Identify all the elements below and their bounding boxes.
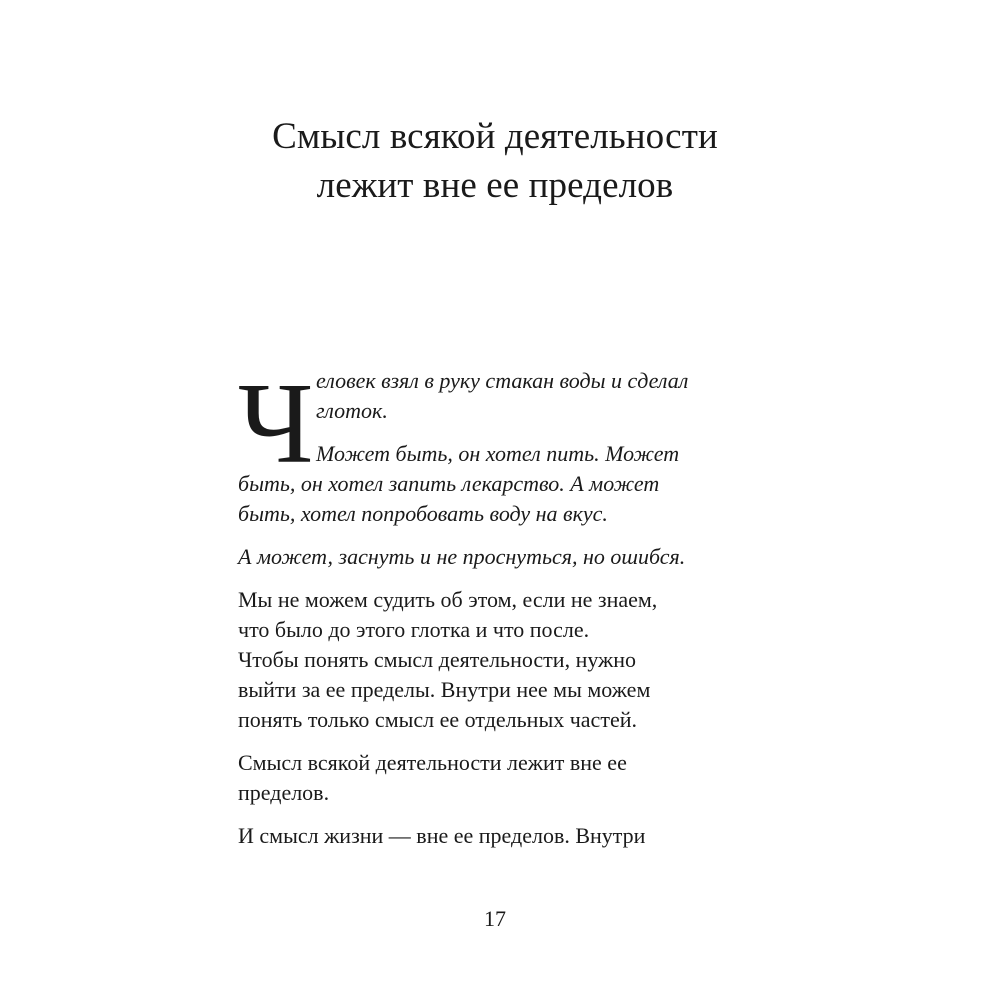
- chapter-title-line: Смысл всякой деятельности: [272, 116, 718, 157]
- text-line: Чтобы понять смысл деятельности, нужно: [238, 647, 637, 672]
- text-line: быть, он хотел запить лекарство. А может: [238, 471, 660, 496]
- page-number: 17: [484, 906, 506, 931]
- paragraph: [238, 585, 778, 735]
- text-line: Мы не можем судить об этом, если не знаем,: [238, 587, 658, 612]
- text-line: что было до этого глотка и что после.: [238, 617, 590, 642]
- text-line: глоток.: [316, 398, 388, 423]
- chapter-body: [238, 360, 778, 851]
- drop-cap: Ч: [238, 360, 312, 488]
- text-line: понять только смысл ее отдельных частей.: [238, 707, 637, 732]
- text-line: выйти за ее пределы. Внутри нее мы можем: [238, 677, 651, 702]
- chapter-title-line: лежит вне ее пределов: [316, 165, 674, 206]
- text-line: пределов.: [238, 780, 330, 805]
- text-line: еловек взял в руку стакан воды и сделал: [316, 368, 689, 393]
- text-line: быть, хотел попробовать воду на вкус.: [238, 501, 608, 526]
- text-line: А может, заснуть и не проснуться, но ошибся.: [238, 544, 686, 569]
- chapter-title: [200, 112, 790, 210]
- paragraph: [238, 366, 778, 426]
- text-line: И смысл жизни — вне ее пределов. Внутри: [238, 823, 646, 848]
- paragraph: [238, 439, 778, 529]
- paragraph: [238, 542, 778, 572]
- paragraph: [238, 748, 778, 808]
- text-line: Может быть, он хотел пить. Может: [316, 441, 680, 466]
- paragraph: [238, 821, 778, 851]
- text-line: Смысл всякой деятельности лежит вне ее: [238, 750, 627, 775]
